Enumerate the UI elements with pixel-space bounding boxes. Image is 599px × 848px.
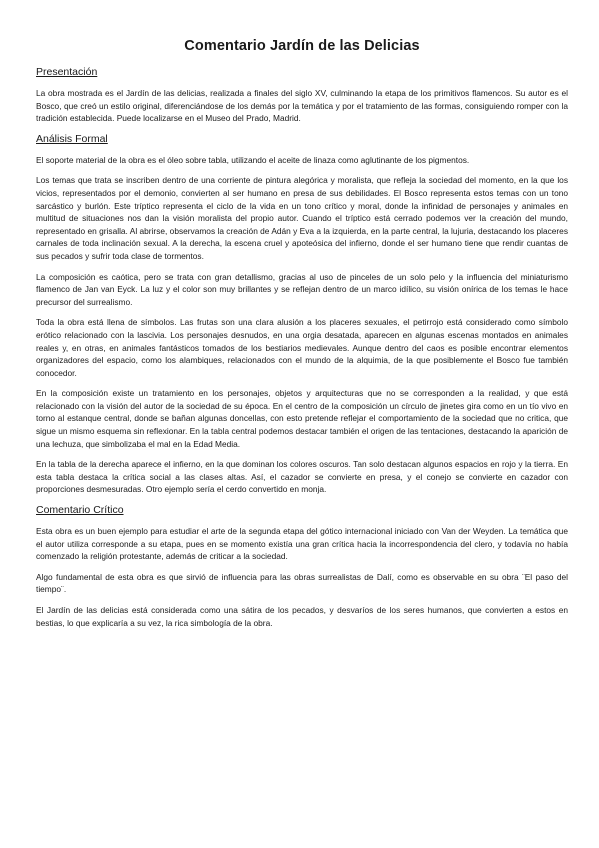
paragraph: En la composición existe un tratamiento en los personajes, objetos y arquitecturas que no se corresponden a la realidad, y que está relacionado con la visión del autor de la sociedad de su época. En el centro de la composición un círculo de jinetes gira como en un tío vivo en torno al estanque central, donde se bañan algunas doncellas, con esto pretende reflejar el comportamiento de la sociedad que no critica, que sigue un mismo esquema sin reflexionar. En la tabla central podemos destacar también el origen de las tentaciones, destacando la aparición de una lechuza, que simbolizaba el mal en la Edad Media. <box>36 388 568 449</box>
section-heading-presentacion: Presentación <box>36 66 98 78</box>
paragraph: En la tabla de la derecha aparece el infierno, en la que dominan los colores oscuros. Tan solo destacan algunos espacios en rojo y la tierra. En esta tabla destaca la crítica social a las clases altas. Así, el cazador se convierte en presa, y el conejo se convierte en cazador con proporciones desmesuradas. Otro ejemplo sería el cerdo convertido en monja. <box>36 459 568 495</box>
document-title: Comentario Jardín de las Delicias <box>184 38 420 54</box>
section-heading-analisis-formal: Análisis Formal <box>36 132 108 145</box>
paragraph: Esta obra es un buen ejemplo para estudiar el arte de la segunda etapa del gótico internacional iniciado con Van der Weyden. La temática que el autor utiliza corresponde a su etapa, pues en se momento existía una gran crítica hacia la incorrespondencia del clero, y todavía no había comenzado la religión protestante, además de criticar a la sociedad. <box>36 526 568 562</box>
section-heading-comentario-critico: Comentario Crítico <box>36 504 124 517</box>
paragraph: Toda la obra está llena de símbolos. Las frutas son una clara alusión a los placeres sexuales, el petirrojo está considerado como símbolo erótico relacionado con la lascivia. Los personajes desnudos, en una orgia desatada, aparecen en algunas escenas montados en animales reales y, en otras, en animales fantásticos tomados de los bestiarios medievales. Aunque dentro del caos es posible encontrar elementos organizadores del espacio, como los alambiques, relacionados con el mundo de la alquimia, de la que posiblemente el Bosco fue también conocedor. <box>36 317 568 378</box>
paragraph: El soporte material de la obra es el óleo sobre tabla, utilizando el aceite de linaza como aglutinante de los pigmentos. <box>36 154 470 165</box>
paragraph: El Jardín de las delicias está considerada como una sátira de los pecados, y desvaríos de los seres humanos, que convierten a estos en bestias, lo que explicaría a su vez, la rica simbología de la obra. <box>36 605 568 628</box>
paragraph: La obra mostrada es el Jardín de las delicias, realizada a finales del siglo XV, culminando la etapa de los primitivos flamencos. Su autor es el Bosco, que creó un estilo original, diferenciándose de los demás por la temática y por el tratamiento de las formas, consiguiendo romper con la tradición establecida. Puede localizarse en el Museo del Prado, Madrid. <box>36 88 568 124</box>
paragraph: La composición es caótica, pero se trata con gran detallismo, gracias al uso de pinceles de un solo pelo y la influencia del miniaturismo flamenco de Jan van Eyck. La luz y el color son muy brillantes y se reflejan dentro de un marco idílico, su visión onírica de los temas le hace precursor del surrealismo. <box>36 271 568 307</box>
document-page <box>36 36 568 637</box>
paragraph: Algo fundamental de esta obra es que sirvió de influencia para las obras surrealistas de Dalí, como es observable en su obra ¨El paso del tiempo¨. <box>36 571 568 595</box>
paragraph: Los temas que trata se inscriben dentro de una corriente de pintura alegórica y moralista, que refleja la sociedad del momento, en la que los vicios, representados por el demonio, convierten al ser humano en presa de sus debilidades. El Bosco representa estos temas con un tono sarcástico y burlón. Este tríptico representa el ciclo de la vida en un tono crítico y moral, donde la infinidad de personajes y animales en multitud de situaciones nos dan la visión moralista del propio autor. Cuando el tríptico está cerrado podemos ver la creación del mundo, representado en grisalla. Al abrirse, observamos la creación de Adán y Eva a la izquierda, en la parte central, la lujuria, destacando los placeres carnales de toda inclinación sexual. A la derecha, la escena cruel y apoteósica del infierno, donde el ser humano tiene que rendir cuantas de sus pecados y sufrir toda clase de tormentos. <box>36 175 568 261</box>
